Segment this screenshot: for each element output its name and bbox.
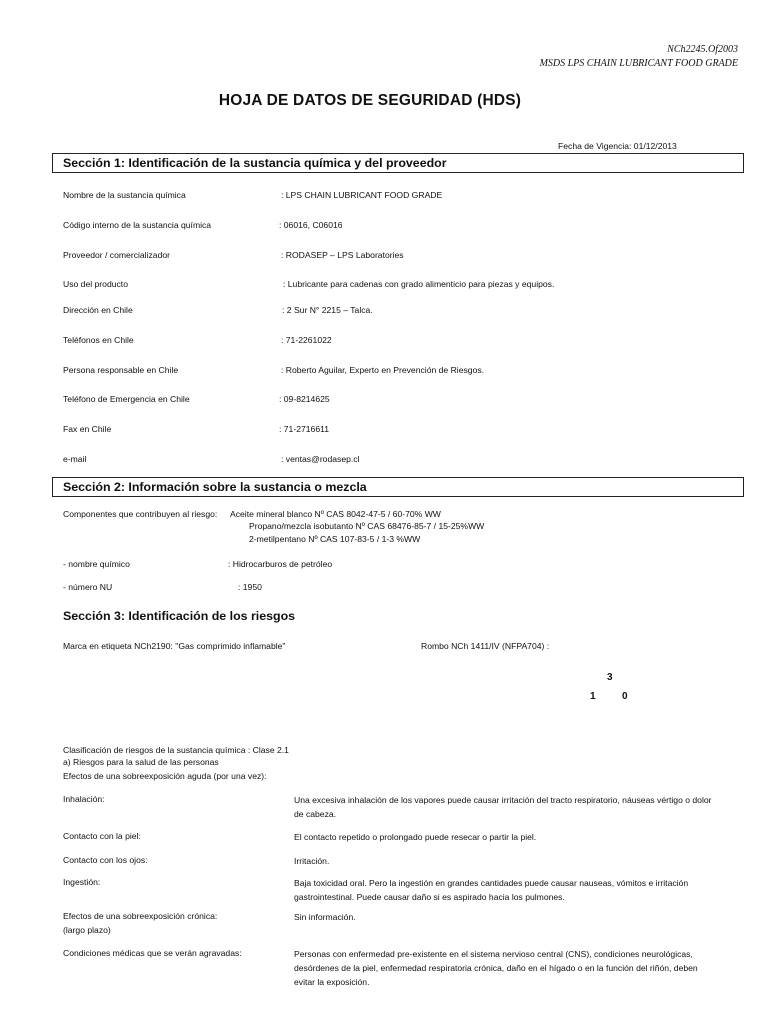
component-3: 2-metilpentano Nº CAS 107-83-5 / 1-3 %WW xyxy=(249,534,421,544)
label-address: Dirección en Chile xyxy=(63,305,133,315)
label-substance-name: Nombre de la sustancia química xyxy=(63,190,186,200)
value-email[interactable]: : ventas@rodasep.cl xyxy=(281,454,360,464)
label-supplier: Proveedor / comercializador xyxy=(63,250,170,260)
effect-label-aggravated: Condiciones médicas que se verán agravadas: xyxy=(63,948,242,958)
label-phones: Teléfonos en Chile xyxy=(63,335,134,345)
section-1-header xyxy=(52,153,744,173)
label-email: e-mail xyxy=(63,454,87,464)
rhombus-label: Rombo NCh 1411/IV (NFPA704) : xyxy=(421,641,550,651)
value-emergency-phone: : 09-8214625 xyxy=(279,394,330,404)
acute-effects-heading: Efectos de una sobreexposición aguda (por una vez): xyxy=(63,771,267,781)
risk-classification: Clasificación de riesgos de la sustancia química : Clase 2.1 xyxy=(63,745,289,755)
label-responsible: Persona responsable en Chile xyxy=(63,365,179,375)
document-title: HOJA DE DATOS DE SEGURIDAD (HDS) xyxy=(218,92,522,109)
effect-label-inhalation: Inhalación: xyxy=(63,794,105,804)
effect-label-skin: Contacto con la piel: xyxy=(63,831,141,841)
health-risks-heading: a) Riesgos para la salud de las personas xyxy=(63,757,219,767)
nfpa-reactivity: 0 xyxy=(622,691,628,702)
un-number-label: - número NU xyxy=(63,582,113,592)
section-1-title: Sección 1: Identificación de la sustancia química y del proveedor xyxy=(63,156,447,170)
effect-value-skin: El contacto repetido o prolongado puede resecar o partir la piel. xyxy=(294,832,537,842)
label-mark: Marca en etiqueta NCh2190: "Gas comprimido inflamable" xyxy=(63,641,286,651)
value-phones: : 71-2261022 xyxy=(281,335,332,345)
nfpa-flammability: 3 xyxy=(607,672,613,683)
value-supplier: : RODASEP – LPS Laboratories xyxy=(281,250,404,260)
section-3-title: Sección 3: Identificación de los riesgos xyxy=(63,609,296,623)
effect-value-chronic: Sin información. xyxy=(294,912,356,922)
value-responsible: : Roberto Aguilar, Experto en Prevención de Riesgos. xyxy=(281,365,485,375)
effect-label-ingestion: Ingestión: xyxy=(63,877,101,887)
component-1: Aceite mineral blanco Nº CAS 8042-47-5 / 60-70% WW xyxy=(230,509,441,519)
value-product-use: : Lubricante para cadenas con grado alimenticio para piezas y equipos. xyxy=(283,279,555,289)
msds-name: MSDS LPS CHAIN LUBRICANT FOOD GRADE xyxy=(539,58,738,69)
section-2-title: Sección 2: Información sobre la sustancia o mezcla xyxy=(63,480,367,494)
effect-value-eyes: Irritación. xyxy=(294,856,330,866)
norm-reference: NCh2245.Of2003 xyxy=(667,44,738,55)
value-internal-code: : 06016, C06016 xyxy=(279,220,343,230)
value-fax: : 71-2716611 xyxy=(279,424,330,434)
label-internal-code: Código interno de la sustancia química xyxy=(63,220,212,230)
effective-date: Fecha de Vigencia: 01/12/2013 xyxy=(558,141,677,151)
label-product-use: Uso del producto xyxy=(63,279,128,289)
chemical-name-label: - nombre químico xyxy=(63,559,130,569)
section-2-header xyxy=(52,477,744,497)
effect-label-chronic: Efectos de una sobreexposición crónica: xyxy=(63,911,218,921)
component-2: Propano/mezcla isobutanto Nº CAS 68476-85-7 / 15-25%WW xyxy=(249,521,485,531)
label-emergency-phone: Teléfono de Emergencia en Chile xyxy=(63,394,190,404)
effect-label-chronic-term: (largo plazo) xyxy=(63,925,111,935)
chemical-name-value: : Hidrocarburos de petróleo xyxy=(228,559,333,569)
label-fax: Fax en Chile xyxy=(63,424,112,434)
un-number-value: : 1950 xyxy=(238,582,262,592)
effect-value-ingestion: Baja toxicidad oral. Pero la ingestión en grandes cantidades puede causar nauseas, vómitos e irritación gastrointestinal. Puede causar daño si es aspirado hacia los pulmones. xyxy=(294,878,689,902)
value-address: : 2 Sur N° 2215 – Talca. xyxy=(282,305,373,315)
effect-value-aggravated: Personas con enfermedad pre-existente en el sistema nervioso central (CNS), condiciones neurológicas, desórdenes de la piel, enfermedad respiratoria crónica, daño en el hígado o en la función del riñón, deben evitar la exposición. xyxy=(294,949,698,987)
nfpa-health: 1 xyxy=(590,691,596,702)
effect-label-eyes: Contacto con los ojos: xyxy=(63,855,148,865)
components-label: Componentes que contribuyen al riesgo: xyxy=(63,509,218,519)
value-substance-name: : LPS CHAIN LUBRICANT FOOD GRADE xyxy=(281,190,443,200)
effect-value-inhalation: Una excesiva inhalación de los vapores puede causar irritación del tracto respiratorio, náuseas vértigo o dolor de cabeza. xyxy=(294,795,712,819)
